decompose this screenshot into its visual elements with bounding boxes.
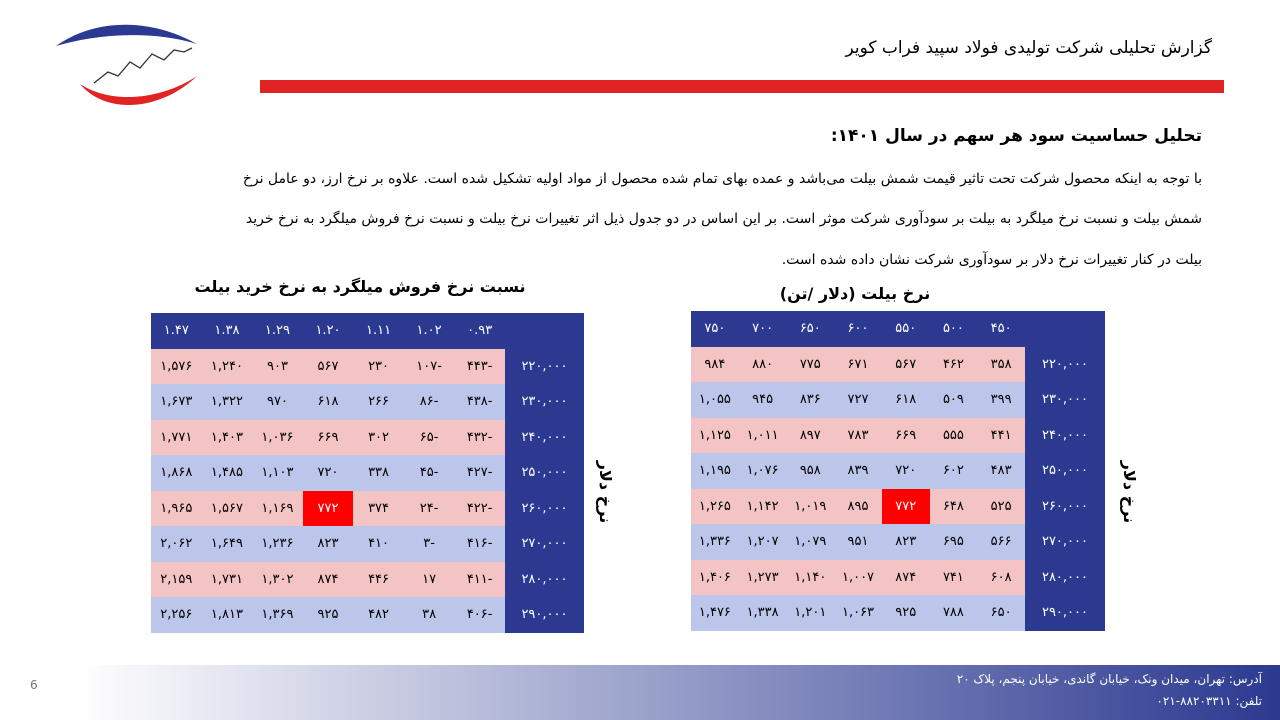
row-header: ۲۶۰,۰۰۰: [505, 491, 584, 527]
table-cell: ۱,۲۴۰: [202, 349, 253, 385]
column-header: ۱.۳۸: [202, 313, 253, 349]
paragraph-line: شمش بیلت و نسبت نرخ میلگرد به بیلت بر سودآوری شرکت موثر است. بر این اساس در دو جدول ذیل اثر تغییرات نرخ بیلت و نسبت نرخ فروش میلگرد به نرخ خرید: [245, 211, 1202, 227]
table-cell: -۴۴۳: [454, 349, 505, 385]
table-cell: -۴۳۲: [454, 420, 505, 456]
table-cell: ۷۲۰: [882, 453, 930, 489]
table-cell: ۱,۷۳۱: [202, 562, 253, 598]
table-cell: ۹۸۴: [691, 347, 739, 383]
table-corner-cell: [505, 313, 584, 349]
table-cell: ۱,۰۵۵: [691, 382, 739, 418]
table-cell: ۴۸۲: [353, 597, 404, 633]
table-cell: ۱,۳۶۹: [252, 597, 303, 633]
table-row: [691, 418, 1105, 454]
table-cell: ۸۸۰: [739, 347, 787, 383]
table-cell: ۶۶۹: [882, 418, 930, 454]
report-title: گزارش تحلیلی شرکت تولیدی فولاد سپید فراب کویر: [845, 38, 1212, 58]
table-cell: ۸۷۴: [303, 562, 354, 598]
column-header: ۷۵۰: [691, 311, 739, 347]
table-cell: ۶۰۸: [977, 560, 1025, 596]
table-cell: ۶۴۸: [930, 489, 978, 525]
table-cell: ۱,۳۳۸: [739, 595, 787, 631]
table-row: [151, 597, 584, 633]
table-cell: ۱,۳۲۲: [202, 384, 253, 420]
table-cell: ۶۱۸: [882, 382, 930, 418]
table-cell: ۶۹۵: [930, 524, 978, 560]
highlighted-cell: ۷۷۲: [303, 491, 354, 527]
table-row: [691, 489, 1105, 525]
table-row: [691, 524, 1105, 560]
table-cell: ۹۰۳: [252, 349, 303, 385]
table-cell: ۹۷۰: [252, 384, 303, 420]
column-header: ۴۵۰: [977, 311, 1025, 347]
table-cell: -۴۱۱: [454, 562, 505, 598]
table-cell: ۹۵۸: [786, 453, 834, 489]
row-header: ۲۳۰,۰۰۰: [505, 384, 584, 420]
row-header: ۲۸۰,۰۰۰: [505, 562, 584, 598]
paragraph-line: با توجه به اینکه محصول شرکت تحت تاثیر قیمت شمش بیلت می‌باشد و عمده بهای تمام شده محصول از مواد اولیه تشکیل شده است. علاوه بر نرخ ارز، دو عامل نرخ: [242, 171, 1202, 187]
table-row: [691, 347, 1105, 383]
table-cell: ۹۲۵: [882, 595, 930, 631]
table-cell: ۱,۴۰۶: [691, 560, 739, 596]
column-header: ۱.۲۹: [252, 313, 303, 349]
table-row: [151, 562, 584, 598]
table-cell: ۱,۰۶۳: [834, 595, 882, 631]
table-cell: ۸۹۵: [834, 489, 882, 525]
table-cell: -۶۵: [404, 420, 455, 456]
table-cell: ۱,۱۶۹: [252, 491, 303, 527]
table-cell: ۷۴۱: [930, 560, 978, 596]
table-cell: ۷۸۸: [930, 595, 978, 631]
row-header: ۲۲۰,۰۰۰: [1025, 347, 1105, 383]
column-header: ۱.۱۱: [353, 313, 404, 349]
table-cell: -۸۶: [404, 384, 455, 420]
table-cell: ۵۰۹: [930, 382, 978, 418]
table-cell: -۴۳۸: [454, 384, 505, 420]
table-cell: ۵۶۷: [882, 347, 930, 383]
table-cell: ۹۵۱: [834, 524, 882, 560]
table-cell: ۱,۲۰۷: [739, 524, 787, 560]
table-cell: ۸۲۳: [882, 524, 930, 560]
table-cell: ۱,۲۶۵: [691, 489, 739, 525]
table-row: [151, 526, 584, 562]
table-cell: ۸۷۴: [882, 560, 930, 596]
table-cell: ۳۸: [404, 597, 455, 633]
table-cell: ۱,۶۷۳: [151, 384, 202, 420]
table-cell: ۳۳۸: [353, 455, 404, 491]
column-header: ۱.۰۲: [404, 313, 455, 349]
table-cell: ۱,۰۱۹: [786, 489, 834, 525]
table-cell: ۱,۰۳۶: [252, 420, 303, 456]
table-cell: ۷۲۰: [303, 455, 354, 491]
column-header: ۱.۴۷: [151, 313, 202, 349]
table-cell: ۱,۰۱۱: [739, 418, 787, 454]
table-cell: ۳۵۸: [977, 347, 1025, 383]
table-row: [691, 382, 1105, 418]
paragraph-line: بیلت در کنار تغییرات نرخ دلار بر سودآوری شرکت نشان داده شده است.: [781, 252, 1202, 268]
table-cell: ۵۵۵: [930, 418, 978, 454]
table-cell: ۳۷۴: [353, 491, 404, 527]
table-row: [151, 420, 584, 456]
table-cell: ۶۷۱: [834, 347, 882, 383]
table-cell: ۱,۰۷۹: [786, 524, 834, 560]
row-header: ۲۷۰,۰۰۰: [505, 526, 584, 562]
table-cell: ۵۶۶: [977, 524, 1025, 560]
table-cell: ۱,۴۰۳: [202, 420, 253, 456]
table-cell: ۶۶۹: [303, 420, 354, 456]
table-cell: -۴۱۶: [454, 526, 505, 562]
column-header: ۱.۲۰: [303, 313, 354, 349]
table-cell: ۱,۲۷۳: [739, 560, 787, 596]
table-cell: -۴۰۶: [454, 597, 505, 633]
section-heading: تحلیل حساسیت سود هر سهم در سال ۱۴۰۱:: [830, 126, 1202, 146]
table-cell: ۳۰۲: [353, 420, 404, 456]
table-cell: ۱,۵۷۶: [151, 349, 202, 385]
table-cell: ۱,۲۳۶: [252, 526, 303, 562]
table-cell: ۱,۵۶۷: [202, 491, 253, 527]
table-cell: ۱,۱۰۳: [252, 455, 303, 491]
table-cell: ۴۴۱: [977, 418, 1025, 454]
table-cell: ۷۲۷: [834, 382, 882, 418]
table-cell: ۱,۰۷۶: [739, 453, 787, 489]
table-cell: ۱,۱۴۲: [739, 489, 787, 525]
table-cell: -۴۵: [404, 455, 455, 491]
ratio-sensitivity-table: [151, 313, 584, 633]
row-header: ۲۹۰,۰۰۰: [505, 597, 584, 633]
left-table-caption: نسبت نرخ فروش میلگرد به نرخ خرید بیلت: [194, 277, 526, 296]
table-cell: ۱,۱۴۰: [786, 560, 834, 596]
table-cell: ۱,۶۴۹: [202, 526, 253, 562]
table-corner-cell: [1025, 311, 1105, 347]
billet-rate-sensitivity-table: [691, 311, 1105, 631]
page-number: 6: [30, 678, 38, 692]
table-cell: ۴۱۰: [353, 526, 404, 562]
row-header: ۲۸۰,۰۰۰: [1025, 560, 1105, 596]
table-cell: ۸۲۳: [303, 526, 354, 562]
column-header: ۰.۹۳: [454, 313, 505, 349]
footer-address: آدرس: تهران، میدان ونک، خیابان گاندی، خیابان پنجم، پلاک ۲۰: [956, 672, 1262, 686]
left-row-axis-label: نرخ دلار: [596, 460, 615, 524]
row-header: ۲۹۰,۰۰۰: [1025, 595, 1105, 631]
table-row: [691, 560, 1105, 596]
table-cell: ۷۸۳: [834, 418, 882, 454]
right-row-axis-label: نرخ دلار: [1120, 460, 1139, 524]
table-cell: ۲,۱۵۹: [151, 562, 202, 598]
column-header: ۶۵۰: [786, 311, 834, 347]
table-cell: ۴۸۳: [977, 453, 1025, 489]
table-cell: ۴۶۲: [930, 347, 978, 383]
table-cell: -۲۴: [404, 491, 455, 527]
column-header: ۵۵۰: [882, 311, 930, 347]
right-table-caption: نرخ بیلت (دلار /تن): [779, 284, 931, 303]
row-header: ۲۴۰,۰۰۰: [505, 420, 584, 456]
row-header: ۲۳۰,۰۰۰: [1025, 382, 1105, 418]
table-cell: ۱,۹۶۵: [151, 491, 202, 527]
table-cell: ۱,۴۷۶: [691, 595, 739, 631]
table-cell: ۲,۰۶۲: [151, 526, 202, 562]
table-cell: ۱,۳۰۲: [252, 562, 303, 598]
header-red-bar: [260, 80, 1224, 93]
table-cell: -۴۲۲: [454, 491, 505, 527]
row-header: ۲۴۰,۰۰۰: [1025, 418, 1105, 454]
table-cell: ۲۶۶: [353, 384, 404, 420]
row-header: ۲۲۰,۰۰۰: [505, 349, 584, 385]
table-row: [151, 349, 584, 385]
table-cell: ۶۱۸: [303, 384, 354, 420]
table-cell: ۱,۲۰۱: [786, 595, 834, 631]
table-cell: -۳: [404, 526, 455, 562]
table-cell: ۵۲۵: [977, 489, 1025, 525]
table-cell: ۹۴۵: [739, 382, 787, 418]
table-cell: ۶۵۰: [977, 595, 1025, 631]
highlighted-cell: ۷۷۲: [882, 489, 930, 525]
column-header: ۵۰۰: [930, 311, 978, 347]
table-cell: ۸۳۶: [786, 382, 834, 418]
table-row: [151, 455, 584, 491]
table-cell: ۱,۸۶۸: [151, 455, 202, 491]
table-cell: ۸۹۷: [786, 418, 834, 454]
row-header: ۲۵۰,۰۰۰: [505, 455, 584, 491]
table-row: [691, 453, 1105, 489]
company-logo: [52, 18, 202, 118]
table-cell: -۱۰۷: [404, 349, 455, 385]
table-cell: -۴۲۷: [454, 455, 505, 491]
column-header: ۶۰۰: [834, 311, 882, 347]
table-cell: ۱۷: [404, 562, 455, 598]
row-header: ۲۷۰,۰۰۰: [1025, 524, 1105, 560]
table-cell: ۲,۲۵۶: [151, 597, 202, 633]
footer-phone: تلفن: ۸۸۲۰۳۳۱۱-۰۲۱: [1156, 694, 1262, 708]
table-row: [151, 491, 584, 527]
table-cell: ۷۷۵: [786, 347, 834, 383]
column-header: ۷۰۰: [739, 311, 787, 347]
row-header: ۲۶۰,۰۰۰: [1025, 489, 1105, 525]
table-cell: ۶۰۲: [930, 453, 978, 489]
table-cell: ۱,۱۹۵: [691, 453, 739, 489]
table-cell: ۱,۰۰۷: [834, 560, 882, 596]
row-header: ۲۵۰,۰۰۰: [1025, 453, 1105, 489]
table-cell: ۱,۸۱۳: [202, 597, 253, 633]
table-cell: ۱,۷۷۱: [151, 420, 202, 456]
table-row: [691, 595, 1105, 631]
table-cell: ۸۳۹: [834, 453, 882, 489]
table-cell: ۹۲۵: [303, 597, 354, 633]
table-cell: ۳۹۹: [977, 382, 1025, 418]
table-cell: ۱,۴۸۵: [202, 455, 253, 491]
table-cell: ۲۳۰: [353, 349, 404, 385]
table-cell: ۴۴۶: [353, 562, 404, 598]
table-row: [151, 384, 584, 420]
table-cell: ۱,۳۳۶: [691, 524, 739, 560]
table-cell: ۱,۱۲۵: [691, 418, 739, 454]
table-cell: ۵۶۷: [303, 349, 354, 385]
